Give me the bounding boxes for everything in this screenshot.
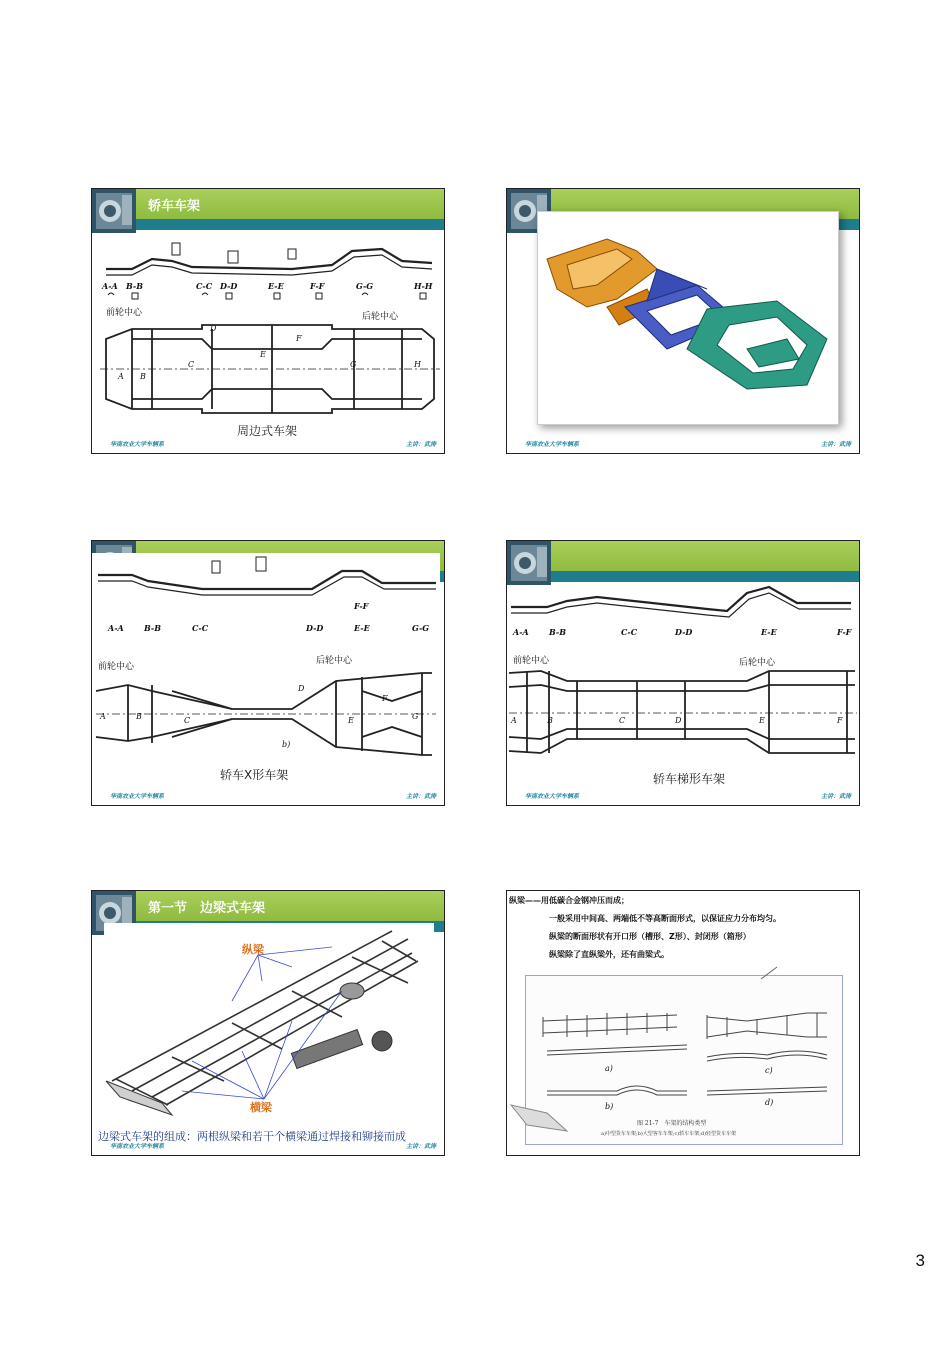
svg-text:D: D xyxy=(298,684,305,693)
page-number: 3 xyxy=(915,1251,925,1270)
sub-label: b) xyxy=(282,740,291,749)
section-label: C-C xyxy=(621,627,638,637)
perimeter-frame-diagram xyxy=(92,189,445,454)
section-label: B-B xyxy=(549,627,566,637)
front-wheel-label: 前轮中心 xyxy=(513,656,550,666)
section-label: C-C xyxy=(196,281,213,291)
sub-label: d) xyxy=(765,1098,774,1107)
footer-right: 主讲：武涛 xyxy=(405,441,436,448)
svg-text:E: E xyxy=(348,716,354,725)
section-label: E-E xyxy=(268,281,284,291)
svg-text:D: D xyxy=(675,716,682,725)
section-label: G-G xyxy=(356,281,374,291)
section-label: A-A xyxy=(108,623,124,633)
svg-text:H: H xyxy=(414,360,421,369)
section-label: F-F xyxy=(837,627,852,637)
svg-text:F: F xyxy=(296,334,302,343)
slide-3 xyxy=(91,540,445,806)
slide-caption: 边梁式车架的组成：两根纵梁和若干个横梁通过焊接和铆接而成 xyxy=(98,1130,406,1143)
footer-right: 主讲：武涛 xyxy=(820,441,851,448)
svg-text:A: A xyxy=(511,716,517,725)
slide-title: 第一节 边梁式车架 xyxy=(148,901,266,916)
cross-beam-label: 横梁 xyxy=(250,1101,272,1114)
footer-left: 华南农业大学车辆系 xyxy=(110,793,165,800)
svg-text:C: C xyxy=(184,716,191,725)
3d-frame-render xyxy=(507,189,860,454)
slide-6 xyxy=(506,890,860,1156)
section-label: E-E xyxy=(761,627,777,637)
slide-5 xyxy=(91,890,445,1156)
slide-1 xyxy=(91,188,445,454)
slide-4 xyxy=(506,540,860,806)
footer-left: 华南农业大学车辆系 xyxy=(525,441,580,448)
section-label: A-A xyxy=(513,627,529,637)
svg-text:A: A xyxy=(100,712,106,721)
figure-caption: 图 21-7 车架的结构类型 xyxy=(637,1120,707,1127)
footer-left: 华南农业大学车辆系 xyxy=(110,441,165,448)
front-wheel-label: 前轮中心 xyxy=(106,308,143,318)
svg-text:F: F xyxy=(837,716,843,725)
long-beam-label: 纵梁 xyxy=(242,943,264,956)
svg-text:B: B xyxy=(547,716,553,725)
slide-2 xyxy=(506,188,860,454)
section-label: E-E xyxy=(354,623,370,633)
section-label: B-B xyxy=(126,281,143,291)
svg-text:A: A xyxy=(118,372,124,381)
rear-wheel-label: 后轮中心 xyxy=(316,656,353,666)
section-label: A-A xyxy=(102,281,118,291)
svg-text:D: D xyxy=(210,324,217,333)
section-label: D-D xyxy=(220,281,238,291)
ladder-frame-diagram xyxy=(507,541,860,806)
text-line: 纵梁除了直纵梁外，还有曲梁式。 xyxy=(549,950,669,959)
footer-left: 华南农业大学车辆系 xyxy=(110,1143,165,1150)
svg-text:E: E xyxy=(759,716,765,725)
rear-wheel-label: 后轮中心 xyxy=(739,658,776,668)
svg-text:E: E xyxy=(260,350,266,359)
figure-subcaption: a)中型货车车架;b)大型客车车架;c)轿车车架;d)轻型货车车架 xyxy=(601,1131,737,1137)
side-rail-frame-diagram xyxy=(92,891,445,1156)
footer-right: 主讲：武涛 xyxy=(405,793,436,800)
slide-title: 轿车车架 xyxy=(148,199,201,214)
text-line: 纵梁的断面形状有开口形（槽形、Z形）、封闭形（箱形） xyxy=(549,932,751,941)
svg-text:F: F xyxy=(382,694,388,703)
svg-text:G: G xyxy=(350,360,357,369)
section-label: D-D xyxy=(675,627,693,637)
svg-text:G: G xyxy=(412,712,419,721)
text-line: 一般采用中间高、两端低不等高断面形式，以保证应力分布均匀。 xyxy=(549,914,781,923)
sub-label: b) xyxy=(605,1102,614,1111)
slide-caption: 周边式车架 xyxy=(237,424,298,438)
section-label: C-C xyxy=(192,623,209,633)
section-label: F-F xyxy=(310,281,325,291)
footer-right: 主讲：武涛 xyxy=(820,793,851,800)
frame-types-figure xyxy=(507,891,860,1156)
section-label: G-G xyxy=(412,623,430,633)
svg-text:B: B xyxy=(136,712,142,721)
svg-text:B: B xyxy=(140,372,146,381)
footer-right: 主讲：武涛 xyxy=(405,1143,436,1150)
section-label: D-D xyxy=(306,623,324,633)
section-label: H-H xyxy=(414,281,433,291)
long-beam-heading: 纵梁——用低碳合金钢冲压而成； xyxy=(509,896,629,905)
section-label: F-F xyxy=(354,601,369,611)
svg-text:C: C xyxy=(619,716,626,725)
slide-caption: 轿车梯形车架 xyxy=(653,772,726,786)
section-label: B-B xyxy=(144,623,161,633)
front-wheel-label: 前轮中心 xyxy=(98,662,135,672)
svg-text:C: C xyxy=(188,360,195,369)
slide-caption: 轿车X形车架 xyxy=(220,768,289,782)
sub-label: a) xyxy=(605,1064,613,1073)
footer-left: 华南农业大学车辆系 xyxy=(525,793,580,800)
rear-wheel-label: 后轮中心 xyxy=(362,312,399,322)
sub-label: c) xyxy=(765,1066,773,1075)
